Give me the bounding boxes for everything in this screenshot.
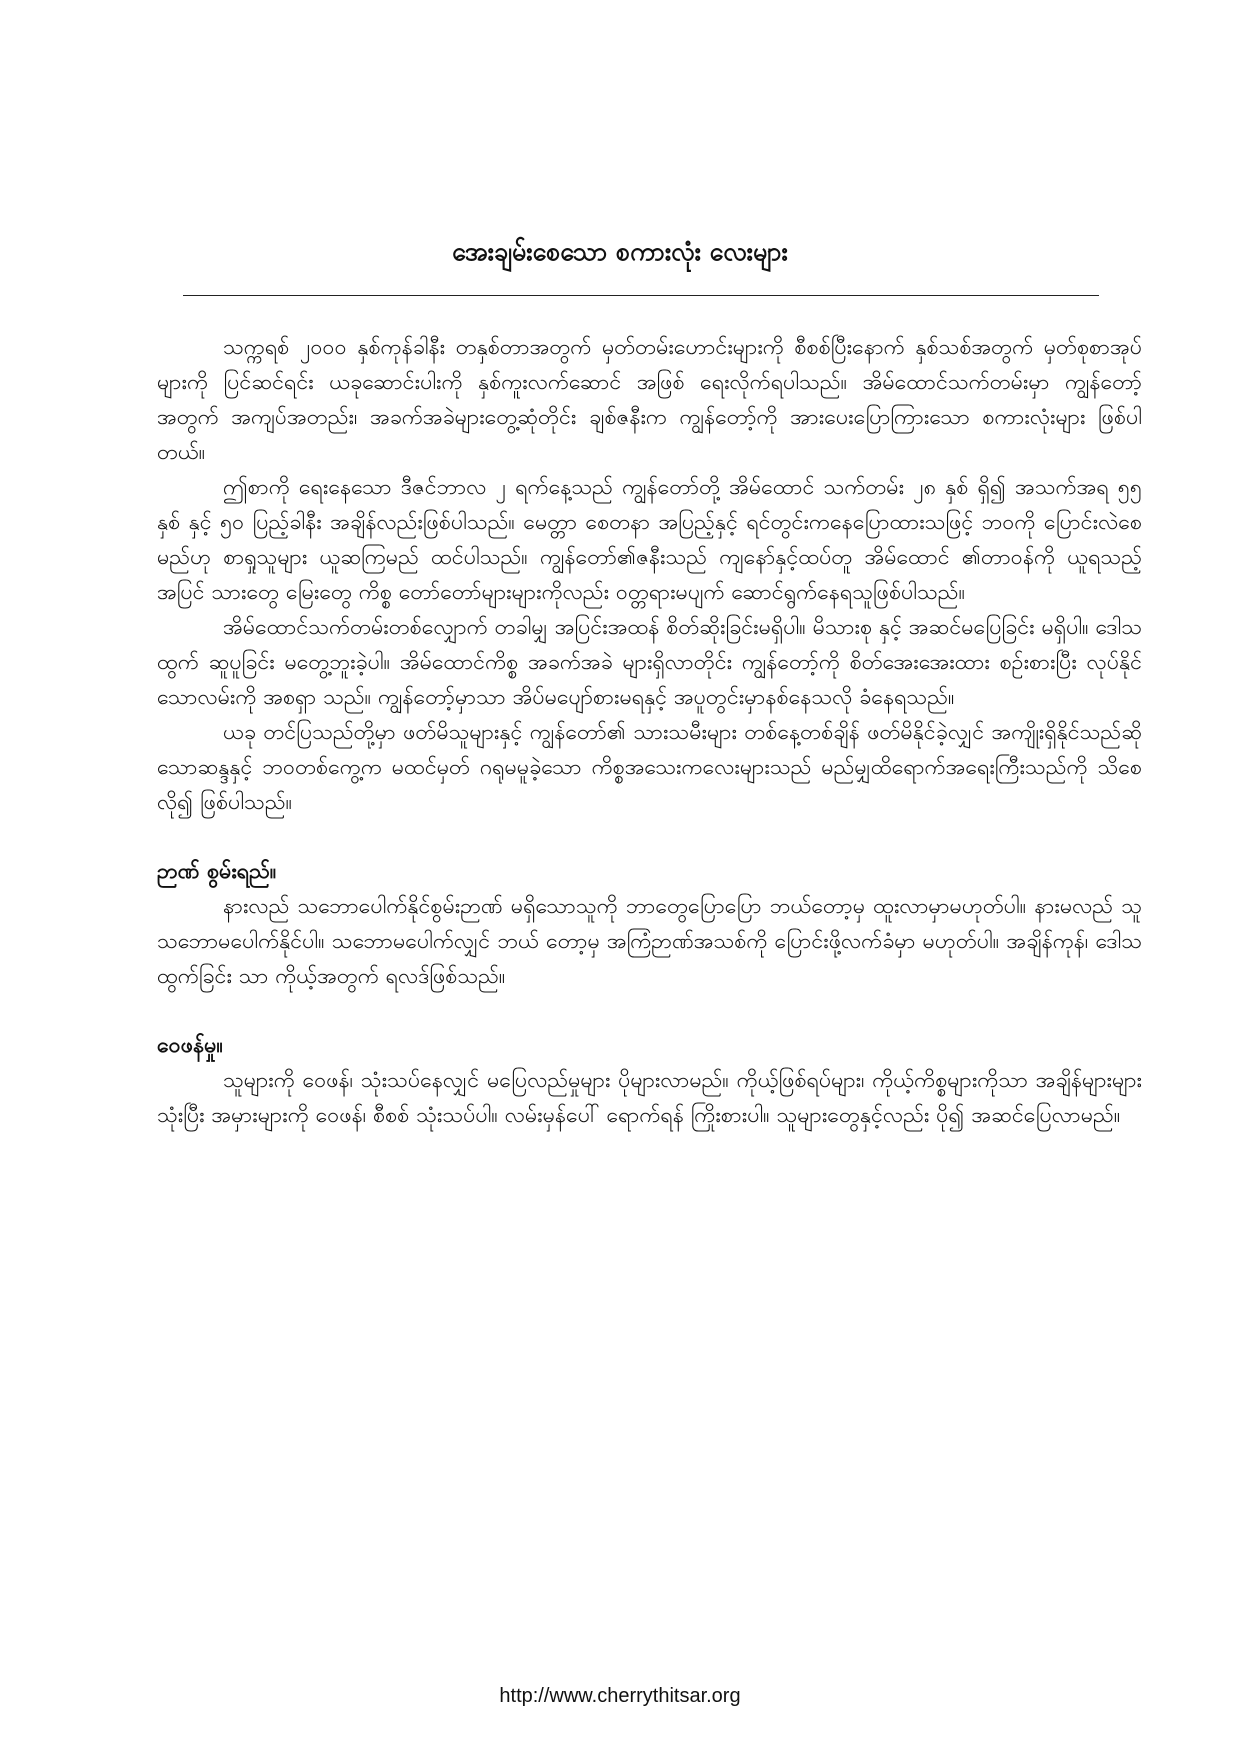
intro-paragraph-4: ယခု တင်ပြသည်တို့မှာ ဖတ်မိသူများနှင့် ကျွန်တော်၏ သားသမီးများ တစ်နေ့တစ်ချိန် ဖတ်မိနိုင်ခဲ့လျှင် အကျိုးရှိနိုင်သည်ဆိုသောဆန္ဒနှင့် ဘဝတစ်ကွေ့က မထင်မှတ် ဂရုမမူခဲ့သော ကိစ္စအသေးကလေးများသည် မည်မျှထိရောက်အရေးကြီးသည်ကို သိစေလို၍ ဖြစ်ပါသည်။ bbox=[157, 720, 1142, 815]
document-body bbox=[157, 330, 1142, 1133]
section-heading-criticism: ဝေဖန်မှု။ bbox=[157, 1033, 223, 1058]
section-paragraph-intelligence: နားလည် သဘောပေါက်နိုင်စွမ်းဉာဏ် မရှိသောသူကို ဘာတွေပြောပြော ဘယ်တော့မှ ထူးလာမှာမဟုတ်ပါ။ နားမလည် သူ သဘောမပေါက်နိုင်ပါ။ သဘောမပေါက်လျှင် ဘယ် တော့မှ အကြံဉာဏ်အသစ်ကို ပြောင်းဖို့လက်ခံမှာ မဟုတ်ပါ။ အချိန်ကုန်၊ ဒေါသထွက်ခြင်း သာ ကိုယ့်အတွက် ရလဒ်ဖြစ်သည်။ bbox=[157, 894, 1142, 989]
document-title: အေးချမ်းစေသော စကားလုံး လေးများ bbox=[452, 237, 788, 266]
intro-paragraph-2: ဤစာကို ရေးနေသော ဒီဇင်ဘာလ ၂ ရက်နေ့သည် ကျွန်တော်တို့ အိမ်ထောင် သက်တမ်း ၂၈ နှစ် ရှိ၍ အသက်အရ ၅၅ နှစ် နှင့် ၅၀ ပြည့်ခါနီး အချိန်လည်းဖြစ်ပါသည်။ မေတ္တာ စေတနာ အပြည့်နှင့် ရင်တွင်းကနေပြောထားသဖြင့် ဘဝကို ပြောင်းလဲစေမည်ဟု စာရှုသူများ ယူဆကြမည် ထင်ပါသည်။ ကျွန်တော်၏ဇနီးသည် ကျနော်နှင့်ထပ်တူ အိမ်ထောင် ၏တာဝန်ကို ယူရသည့်အပြင် သားတွေ မြေးတွေ ကိစ္စ တော်တော်များများကိုလည်း ဝတ္တရားမပျက် ဆောင်ရွက်နေရသူဖြစ်ပါသည်။ bbox=[157, 475, 1142, 605]
intro-paragraph-3: အိမ်ထောင်သက်တမ်းတစ်လျှောက် တခါမျှ အပြင်းအထန် စိတ်ဆိုးခြင်းမရှိပါ။ မိသားစု နှင့် အဆင်မပြေခြင်း မရှိပါ။ ဒေါသထွက် ဆူပူခြင်း မတွေ့ဘူးခဲ့ပါ။ အိမ်ထောင်ကိစ္စ အခက်အခဲ များရှိလာတိုင်း ကျွန်တော့်ကို စိတ်အေးအေးထား စဉ်းစားပြီး လုပ်နိုင်သောလမ်းကို အစရှာ သည်။ ကျွန်တော့်မှာသာ အိပ်မပျော်စားမရနှင့် အပူတွင်းမှာနစ်နေသလို ခံနေရသည်။ bbox=[157, 615, 1142, 710]
intro-paragraph-1: သက္ကရစ် ၂၀၀၀ နှစ်ကုန်ခါနီး တနှစ်တာအတွက် မှတ်တမ်းဟောင်းများကို စီစစ်ပြီးနောက် နှစ်သစ်အတွက် မှတ်စုစာအုပ်များကို ပြင်ဆင်ရင်း ယခုဆောင်းပါးကို နှစ်ကူးလက်ဆောင် အဖြစ် ရေးလိုက်ရပါသည်။ အိမ်ထောင်သက်တမ်းမှာ ကျွန်တော့်အတွက် အကျပ်အတည်း၊ အခက်အခဲများတွေ့ဆုံတိုင်း ချစ်ဇနီးက ကျွန်တော့်ကို အားပေးပြောကြားသော စကားလုံးများ ဖြစ်ပါတယ်။ bbox=[157, 335, 1142, 465]
footer-url[interactable]: http://www.cherrythitsar.org bbox=[499, 1685, 741, 1707]
section-paragraph-criticism: သူများကို ဝေဖန်၊ သုံးသပ်နေလျှင် မပြေလည်မှုများ ပိုများလာမည်။ ကိုယ့်ဖြစ်ရပ်များ၊ ကိုယ့်ကိစ္စများကိုသာ အချိန်များများသုံးပြီး အမှားများကို ဝေဖန်၊ စီစစ် သုံးသပ်ပါ။ လမ်းမှန်ပေါ် ရောက်ရန် ကြိုးစားပါ။ သူများတွေနှင့်လည်း ပို၍ အဆင်ပြေလာမည်။ bbox=[157, 1068, 1142, 1128]
section-heading-intelligence: ဉာဏ် စွမ်းရည်။ bbox=[157, 859, 277, 884]
title-divider bbox=[183, 295, 1099, 296]
